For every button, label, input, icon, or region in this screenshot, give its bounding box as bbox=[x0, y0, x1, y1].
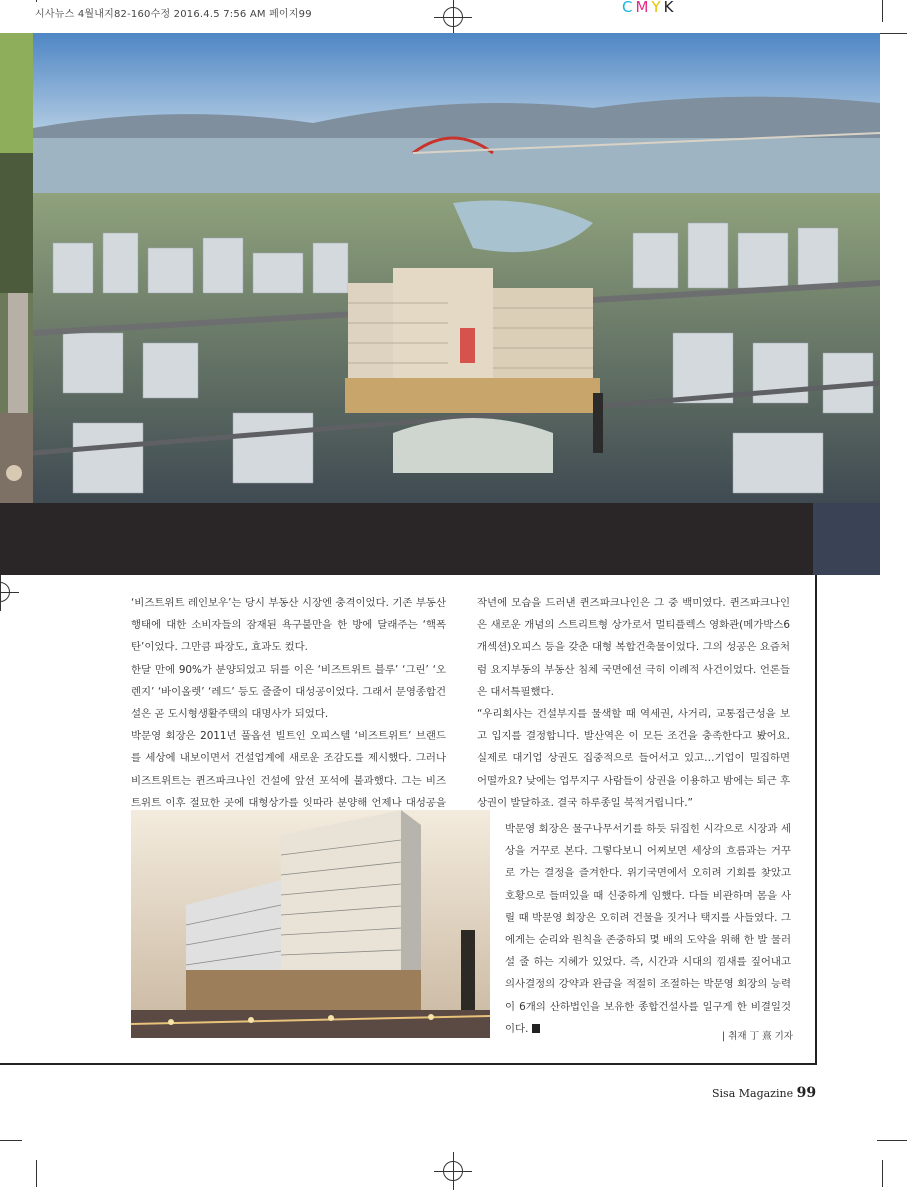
paragraph: ‘비즈트위트 레인보우’는 당시 부동산 시장엔 충격이었다. 기존 부동산 행태에 대한 소비자들의 잠재된 욕구불만을 한 방에 달래주는 ‘핵폭탄’이었다. 그만큼 파장도, 효과도 컸다. bbox=[131, 597, 446, 654]
cmyk-mark bbox=[622, 0, 676, 16]
crop-mark bbox=[36, 0, 37, 2]
magazine-name: Sisa Magazine bbox=[712, 1087, 794, 1100]
side-photo-strip bbox=[0, 33, 33, 503]
paragraph-text: 박문영 회장은 물구나무서기를 하듯 뒤집힌 시각으로 시장과 세상을 거꾸로 본다. 그렇다보니 어찌보면 세상의 흐름과는 거꾸로 가는 결정을 즐겨한다. 위기국면에서 오히려 기회를 찾았고 호황으로 들떠있을 때 신중하게 임했다. 다들 비관하며 몸을 사릴 때 박문영 회장은 오히려 건물을 짓거나 택지를 사들였다. 그에게는 순리와 원칙을 존중하되 몇 배의 도약을 위해 한 발 물러설 줄 하는 지혜가 있었다. 즉, 시간과 시대의 낌새를 짚어내고 의사결정의 강약과 완급을 적절히 조절하는 박문영 회장의 능력이 6개의 산하법인을 보유한 종합건설사를 일구게 한 비결일것이다. bbox=[505, 823, 791, 1035]
crop-mark bbox=[36, 1160, 37, 1187]
registration-mark-top bbox=[440, 4, 466, 30]
crop-mark bbox=[882, 1160, 883, 1187]
dark-band-photo-edge bbox=[813, 503, 880, 575]
crop-mark bbox=[882, 0, 883, 22]
byline-credit: | 취재 丁 熹 기자 bbox=[722, 1031, 793, 1042]
end-mark-icon bbox=[532, 1024, 540, 1033]
crop-mark bbox=[0, 1140, 22, 1141]
cmyk-k: K bbox=[663, 0, 677, 16]
registration-mark-bottom bbox=[440, 1158, 466, 1184]
article-left-column bbox=[131, 592, 446, 836]
paragraph bbox=[505, 818, 791, 1040]
page-folio bbox=[712, 1085, 816, 1101]
cmyk-y: Y bbox=[651, 0, 664, 16]
crop-mark bbox=[877, 1140, 907, 1141]
cmyk-c: C bbox=[622, 0, 636, 16]
building-rendering-photo bbox=[131, 810, 490, 1038]
paragraph: 박문영 회장은 2011년 풀옵션 빌트인 오피스텔 ‘비즈트위트’ 브랜드를 세상에 내보이면서 건설업계에 새로운 조감도를 제시했다. 그러나 비즈트위트는 퀸즈파크나인 건설에 앞선 포석에 불과했다. 그는 비즈트위트 이후 절묘한 곳에 대형상가를 잇따라 분양해 언제나 대성공을 bbox=[131, 730, 446, 809]
article-right-column bbox=[477, 592, 790, 814]
dark-title-band bbox=[0, 503, 813, 575]
quote-paragraph: “우리회사는 건설부지를 물색할 때 역세권, 사거리, 교통접근성을 보고 입지를 결정합니다. 발산역은 이 모든 조건을 충족한다고 봤어요. 실제로 대기업 상권도 집중적으로 들어서고 있고…기업이 밀집하면 어떨까요? 낮에는 업무지구 사람들이 상권을 이용하고 밤에는 퇴근 후 상권이 발달하죠. 결국 하루종일 북적거립니다.” bbox=[477, 708, 790, 809]
print-slug: 시사뉴스 4월내지82-160수정 2016.4.5 7:56 AM 페이지99 bbox=[35, 9, 312, 20]
aerial-rendering-photo bbox=[33, 33, 880, 503]
page-number: 99 bbox=[796, 1085, 817, 1101]
cmyk-m: M bbox=[635, 0, 652, 16]
paragraph: 한달 만에 90%가 분양되었고 뒤를 이은 ‘비즈트위트 블루’ ‘그린’ ‘오렌지’ ‘바이올렛’ ‘레드’ 등도 줄줄이 대성공이었다. 그래서 문영종합건설은 곧 도시형생활주택의 대명사가 되었다. bbox=[131, 663, 446, 721]
paragraph: 작년에 모습을 드러낸 퀸즈파크나인은 그 중 백미였다. 퀸즈파크나인은 새로운 개념의 스트리트형 상가로서 멀티플렉스 영화관(메가박스6개섹션)오피스 등을 갖춘 대형 복합건축물이었다. 그의 성공은 요즘처럼 요지부동의 부동산 침체 국면에선 극히 이례적 사건이었다. 언론들은 대서특필했다. bbox=[477, 597, 790, 698]
crop-mark bbox=[877, 33, 907, 34]
article-below-column bbox=[505, 818, 791, 1040]
